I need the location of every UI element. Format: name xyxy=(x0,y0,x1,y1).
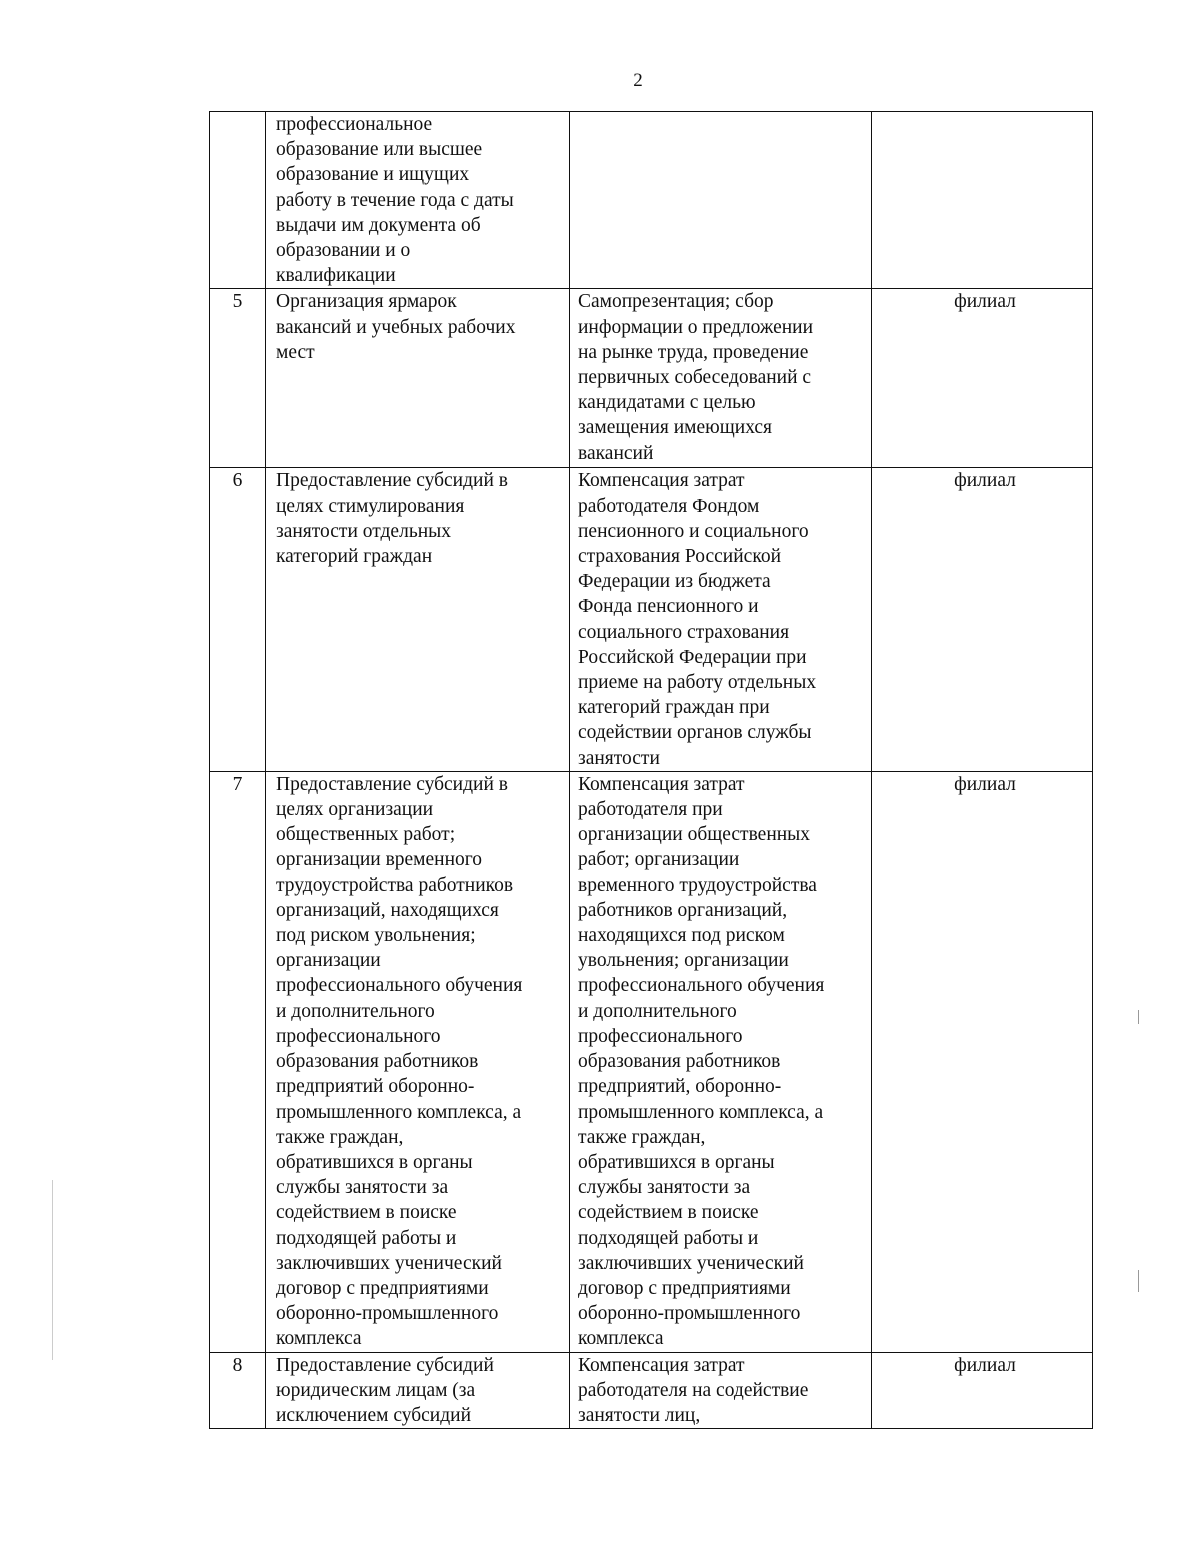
measure-description-line: на рынке труда, проведение xyxy=(578,341,809,363)
executor-cell xyxy=(872,112,1093,289)
measure-name-line: общественных работ; xyxy=(276,824,456,846)
measure-name-line: обратившихся в органы xyxy=(276,1151,473,1173)
measure-name-line: категорий граждан xyxy=(276,546,433,568)
measure-description-line: работодателя на содействие xyxy=(578,1379,809,1401)
measure-name-line: организации xyxy=(276,950,381,972)
measure-name-line: промышленного комплекса, а xyxy=(276,1101,522,1123)
page-number: 2 xyxy=(633,70,643,91)
measure-name-line: целях стимулирования xyxy=(276,495,465,517)
measure-description-cell xyxy=(570,468,872,771)
measure-name-line: Предоставление субсидий в xyxy=(276,773,508,795)
measure-description-line: Фонда пенсионного и xyxy=(578,596,759,618)
table-row xyxy=(210,1352,1093,1429)
row-number-cell xyxy=(210,468,266,771)
measure-name-line: работу в течение года с даты xyxy=(276,189,514,211)
measure-name-line: организаций, находящихся xyxy=(276,899,499,921)
measure-name-line: и дополнительного xyxy=(276,1000,435,1022)
measure-description-line: оборонно-промышленного xyxy=(578,1303,801,1325)
measure-name-line: предприятий оборонно- xyxy=(276,1076,475,1098)
measure-description-line: и дополнительного xyxy=(578,1000,737,1022)
row-number: 5 xyxy=(232,291,243,313)
measure-name-line: содействием в поиске xyxy=(276,1202,457,1224)
scan-artifact xyxy=(52,1180,53,1360)
measure-description-line: договор с предприятиями xyxy=(578,1277,791,1299)
measure-name-line: заключивших ученический xyxy=(276,1252,502,1274)
executor-label: филиал xyxy=(954,470,1016,492)
measure-name-line: занятости отдельных xyxy=(276,520,451,542)
row-number-cell xyxy=(210,1352,266,1429)
row-number-cell xyxy=(210,289,266,468)
measure-name-cell xyxy=(266,1352,570,1429)
measure-description-line: службы занятости за xyxy=(578,1177,751,1199)
measure-description-line: информации о предложении xyxy=(578,316,814,338)
table-row xyxy=(210,771,1093,1352)
measure-name-line: целях организации xyxy=(276,799,434,821)
measure-name-line: образование или высшее xyxy=(276,139,483,161)
executor-cell xyxy=(872,1352,1093,1429)
measure-description-line: Российской Федерации при xyxy=(578,646,807,668)
measure-description-line: Компенсация затрат xyxy=(578,1354,745,1376)
measure-description-line: образования работников xyxy=(578,1051,781,1073)
measure-name-line: Предоставление субсидий в xyxy=(276,470,508,492)
measure-description-cell xyxy=(570,112,872,289)
measure-description-line: работников организаций, xyxy=(578,899,788,921)
scan-artifact xyxy=(1138,1270,1139,1292)
measure-name-line: образовании и о xyxy=(276,240,411,262)
measure-description-line: категорий граждан при xyxy=(578,697,770,719)
measure-description-line: увольнения; организации xyxy=(578,950,789,972)
measure-description-line: обратившихся в органы xyxy=(578,1151,775,1173)
measure-description-line: страхования Российской xyxy=(578,546,781,568)
measure-description-line: Самопрезентация; сбор xyxy=(578,291,774,313)
measure-name-line: юридическим лицам (за xyxy=(276,1379,476,1401)
executor-label: филиал xyxy=(954,1354,1016,1376)
measure-description-line: вакансий xyxy=(578,442,654,464)
executor-cell xyxy=(872,289,1093,468)
measure-description-line: Федерации из бюджета xyxy=(578,571,771,593)
row-number: 8 xyxy=(232,1354,243,1376)
measure-description-line: организации общественных xyxy=(578,824,811,846)
measure-name-line: трудоустройства работников xyxy=(276,874,514,896)
measure-name-line: Организация ярмарок xyxy=(276,291,457,313)
measure-description-line: промышленного комплекса, а xyxy=(578,1101,824,1123)
measure-description-line: предприятий, оборонно- xyxy=(578,1076,782,1098)
measure-name-line: профессиональное xyxy=(276,114,433,135)
measure-name-line: службы занятости за xyxy=(276,1177,449,1199)
measure-description-line: временного трудоустройства xyxy=(578,874,817,896)
measure-description-line: пенсионного и социального xyxy=(578,520,809,542)
executor-cell xyxy=(872,468,1093,771)
measure-description-line: кандидатами с целью xyxy=(578,392,756,414)
measure-description-cell xyxy=(570,289,872,468)
executor-label: филиал xyxy=(954,773,1016,795)
table-row xyxy=(210,468,1093,771)
table-row xyxy=(210,112,1093,289)
measure-description-line: заключивших ученический xyxy=(578,1252,804,1274)
measure-name-line: также граждан, xyxy=(276,1126,404,1148)
measure-name-line: образование и ищущих xyxy=(276,164,470,186)
row-number: 7 xyxy=(232,773,243,795)
measure-name-line: мест xyxy=(276,341,315,363)
measure-name-cell xyxy=(266,468,570,771)
measure-name-line: профессионального xyxy=(276,1025,441,1047)
measure-name-line: профессионального обучения xyxy=(276,975,523,997)
measure-name-cell xyxy=(266,771,570,1352)
table-body xyxy=(210,112,1093,1429)
measure-description-line: Компенсация затрат xyxy=(578,773,745,795)
table-row xyxy=(210,289,1093,468)
measure-description-line: также граждан, xyxy=(578,1126,706,1148)
measure-name-line: квалификации xyxy=(276,265,396,287)
measure-description-line: работодателя при xyxy=(578,799,723,821)
measure-description-line: Компенсация затрат xyxy=(578,470,745,492)
scan-artifact xyxy=(1138,1010,1139,1024)
measure-description-line: содействии органов службы xyxy=(578,722,812,744)
measure-name-cell xyxy=(266,112,570,289)
measure-description-cell xyxy=(570,1352,872,1429)
measure-description-line: приеме на работу отдельных xyxy=(578,672,817,694)
measure-description-line: первичных собеседований с xyxy=(578,367,812,389)
measure-name-line: подходящей работы и xyxy=(276,1227,457,1249)
measure-description-line: находящихся под риском xyxy=(578,925,785,947)
measure-name-line: под риском увольнения; xyxy=(276,925,476,947)
measure-description-line: работ; организации xyxy=(578,849,740,871)
measure-description-line: работодателя Фондом xyxy=(578,495,760,517)
measure-name-line: выдачи им документа об xyxy=(276,214,481,236)
measure-description-line: содействием в поиске xyxy=(578,1202,759,1224)
measure-name-line: комплекса xyxy=(276,1328,362,1350)
measure-name-cell xyxy=(266,289,570,468)
row-number: 6 xyxy=(232,470,243,492)
measure-name-line: договор с предприятиями xyxy=(276,1277,489,1299)
measure-description-line: профессионального xyxy=(578,1025,743,1047)
measure-description-line: замещения имеющихся xyxy=(578,417,773,439)
measure-description-line: занятости лиц, xyxy=(578,1404,701,1426)
measure-description-line: социального страхования xyxy=(578,621,790,643)
measure-name-line: исключением субсидий xyxy=(276,1404,472,1426)
executor-label: филиал xyxy=(954,291,1016,313)
measure-name-line: организации временного xyxy=(276,849,483,871)
measure-description-line: подходящей работы и xyxy=(578,1227,759,1249)
measure-name-line: вакансий и учебных рабочих xyxy=(276,316,516,338)
measure-name-line: оборонно-промышленного xyxy=(276,1303,499,1325)
row-number-cell xyxy=(210,112,266,289)
measure-description-line: профессионального обучения xyxy=(578,975,825,997)
measure-name-line: Предоставление субсидий xyxy=(276,1354,494,1376)
measures-table xyxy=(209,111,1093,1429)
measure-description-line: комплекса xyxy=(578,1328,664,1350)
measure-name-line: образования работников xyxy=(276,1051,479,1073)
measure-description-cell xyxy=(570,771,872,1352)
executor-cell xyxy=(872,771,1093,1352)
measure-description-line: занятости xyxy=(578,747,660,769)
row-number-cell xyxy=(210,771,266,1352)
